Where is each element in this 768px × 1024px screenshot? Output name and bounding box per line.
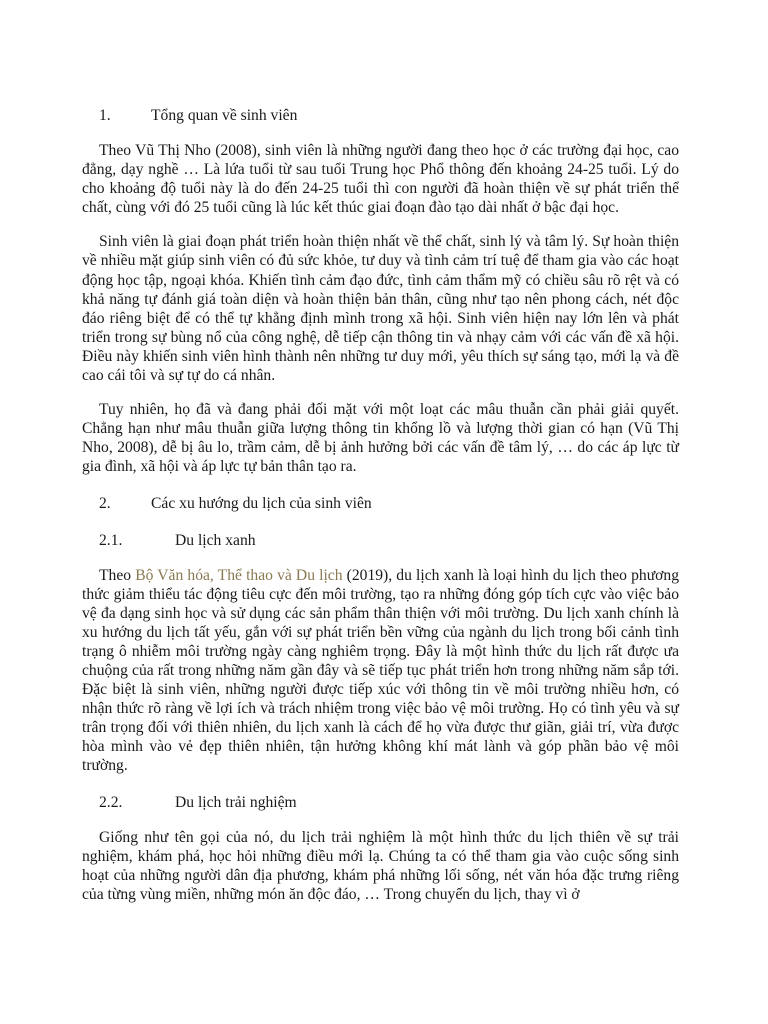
paragraph-student-definition: Theo Vũ Thị Nho (2008), sinh viên là những người đang theo học ở các trường đại học, cao đẳng, dạy nghề … Là lứa tuổi từ sau tuổi Trung học Phổ thông đến khoảng 24-25 tuổi. Lý do cho khoảng độ tuổi này là do đến 24-25 tuổi thì con người đã hoàn thiện về sự phát triển thể chất, cùng với đó 25 tuổi cũng là lúc kết thúc giai đoạn đào tạo dài nhất ở bậc đại học. bbox=[82, 142, 679, 217]
subsection-heading-2-1 bbox=[82, 529, 679, 552]
subsection-title: Du lịch trải nghiệm bbox=[175, 793, 297, 811]
section-number: 2. bbox=[99, 494, 111, 512]
paragraph-student-development: Sinh viên là giai đoạn phát triển hoàn thiện nhất về thể chất, sinh lý và tâm lý. Sự hoàn thiện về nhiều mặt giúp sinh viên có đủ sức khỏe, tư duy và tình cảm trí tuệ để tham gia vào các hoạt động học tập, ngoại khóa. Khiến tình cảm đạo đức, tình cảm thẩm mỹ có chiều sâu rõ rệt và có khả năng tự đánh giá toàn diện và hoàn thiện bản thân, cũng như tạo nên phong cách, nét độc đáo riêng biệt để có thể tự khẳng định mình trong xã hội. Sinh viên hiện nay lớn lên và phát triển trong sự bùng nổ của công nghệ, dễ tiếp cận thông tin và nhạy cảm với các vấn đề xã hội. Điều này khiến sinh viên hình thành nên những tư duy mới, yêu thích sự sáng tạo, mới lạ và đề cao cái tôi và sự tự do cá nhân. bbox=[82, 233, 679, 385]
document-page bbox=[82, 104, 679, 919]
subsection-number: 2.2. bbox=[99, 793, 123, 811]
section-heading-2 bbox=[82, 492, 679, 515]
section-title: Tổng quan về sinh viên bbox=[151, 107, 298, 124]
subsection-heading-2-2 bbox=[82, 791, 679, 814]
ministry-link[interactable]: Bộ Văn hóa, Thể thao và Du lịch bbox=[135, 566, 343, 584]
subsection-number: 2.1. bbox=[99, 531, 123, 549]
paragraph-body: (2019), du lịch xanh là loại hình du lịch theo phương thức giảm thiểu tác động tiêu cực đến môi trường, tạo ra những đóng góp tích cực vào việc bảo vệ đa dạng sinh học và sử dụng các sản phẩm thân thiện với môi trường. Du lịch xanh chính là xu hướng du lịch tất yếu, gắn với sự phát triển bền vững của ngành du lịch trong bối cảnh tình trạng ô nhiễm môi trường ngày càng nghiêm trọng. Đây là một hình thức du lịch rất được ưa chuộng của rất trong những năm gần đây và sẽ tiếp tục phát triển hơn trong những năm sắp tới. Đặc biệt là sinh viên, những người được tiếp xúc với thông tin về môi trường nhiều hơn, có nhận thức rõ ràng về lợi ích và trách nhiệm trong việc bảo vệ môi trường. Họ có tình yêu và sự trân trọng đối với thiên nhiên, du lịch xanh là cách để họ vừa được thư giãn, giải trí, vừa được hòa mình vào vẻ đẹp thiên nhiên, tận hưởng không khí mát lành và góp phần bảo vệ môi trường. bbox=[82, 566, 679, 775]
subsection-title: Du lịch xanh bbox=[175, 531, 256, 549]
paragraph-prefix: Theo bbox=[99, 566, 136, 584]
paragraph-experiential-tourism: Giống như tên gọi của nó, du lịch trải nghiệm là một hình thức du lịch thiên về sự trải nghiệm, khám phá, học hỏi những điều mới lạ. Chúng ta có thể tham gia vào cuộc sống sinh hoạt của những người dân địa phương, khám phá những lối sống, nét văn hóa đặc trưng riêng của từng vùng miền, những món ăn độc đáo, … Trong chuyến du lịch, thay vì ở bbox=[82, 828, 679, 903]
paragraph-student-challenges: Tuy nhiên, họ đã và đang phải đối mặt với một loạt các mâu thuẫn cần phải giải quyết. Chẳng hạn như mâu thuẫn giữa lượng thông tin khổng lồ và lượng thời gian có hạn (Vũ Thị Nho, 2008), dễ bị âu lo, trầm cảm, dễ bị ảnh hưởng bởi các vấn đề tâm lý, … do các áp lực từ gia đình, xã hội và áp lực tự bản thân tạo ra. bbox=[82, 401, 679, 476]
section-number: 1. bbox=[99, 107, 111, 124]
section-heading-1 bbox=[82, 104, 679, 127]
paragraph-green-tourism bbox=[82, 566, 679, 776]
section-title: Các xu hướng du lịch của sinh viên bbox=[151, 494, 372, 512]
